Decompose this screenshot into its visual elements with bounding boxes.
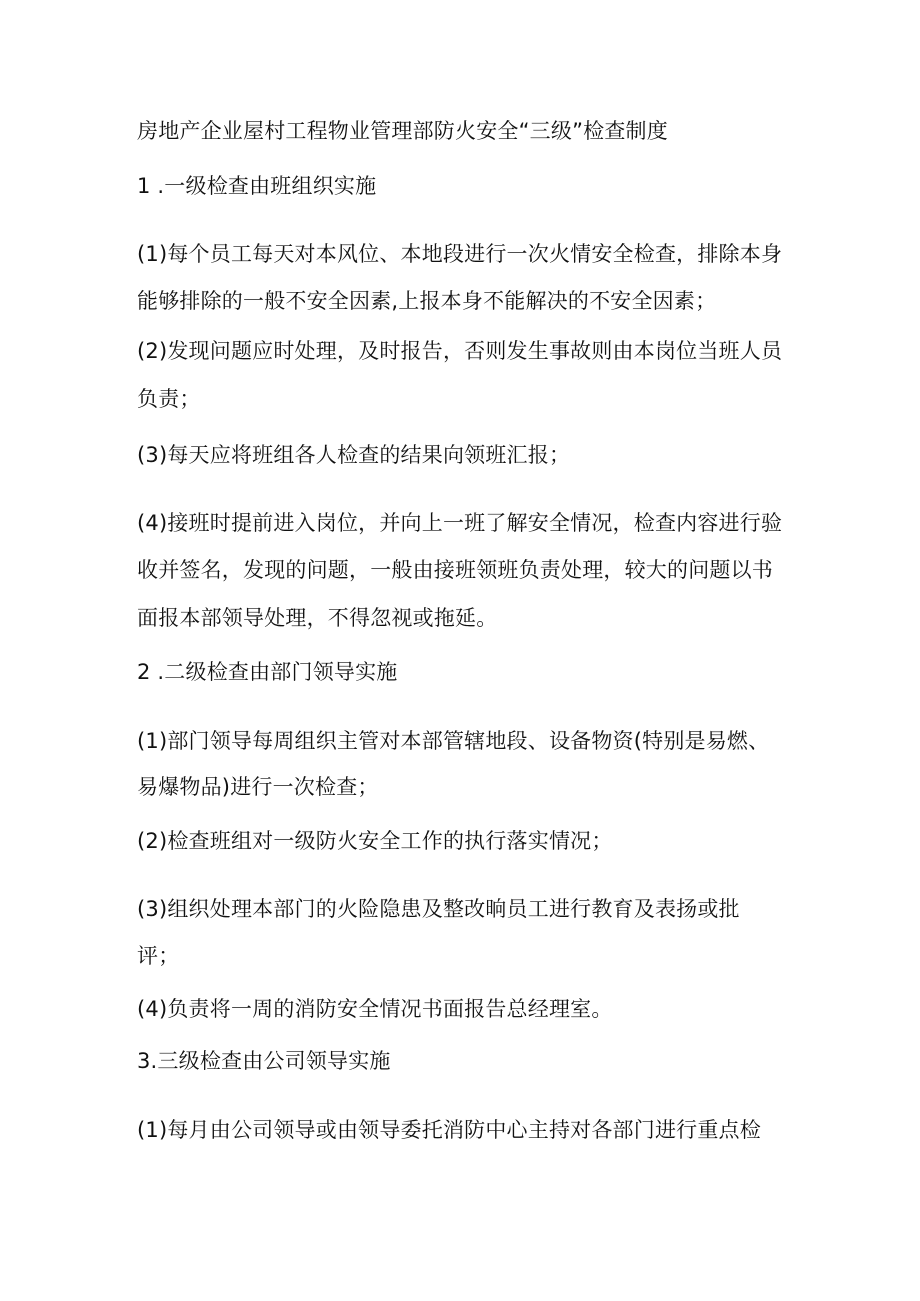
paragraph-line: (1)每月由公司领导或由领导委托消防中心主持对各部门进行重点检 — [137, 1118, 761, 1142]
section-heading-level-2: 2 .二级检查由部门领导实施 — [137, 660, 398, 684]
paragraph-line: (3)每天应将班组各人检查的结果向领班汇报； — [137, 443, 571, 467]
paragraph-line: (2)检查班组对一级防火安全工作的执行落实情况； — [137, 829, 613, 853]
paragraph-line: (1)部门领导每周组织主管对本部管辖地段、设备物资(特别是易燃、 — [137, 729, 770, 753]
paragraph-line: (3)组织处理本部门的火险隐患及整改晌员工进行教育及表扬或批 — [137, 897, 740, 921]
paragraph-line: (4)接班时提前进入岗位，并向上一班了解安全情况，检查内容进行验 — [137, 511, 783, 535]
paragraph-line: (4)负责将一周的消防安全情况书面报告总经理室。 — [137, 997, 613, 1021]
paragraph-line: 负责； — [137, 387, 201, 411]
document-title: 房地产企业屋村工程物业管理部防火安全“三级”检查制度 — [137, 119, 668, 143]
paragraph-line: 收并签名，发现的问题，一般由接班领班负责处理，较大的问题以书 — [137, 558, 773, 582]
paragraph-line: 易爆物品)进行一次检查； — [137, 775, 379, 799]
paragraph-line: (1)每个员工每天对本风位、本地段进行一次火情安全检查，排除本身 — [137, 242, 783, 266]
section-heading-level-3: 3.三级检查由公司领导实施 — [137, 1049, 391, 1073]
paragraph-line: 评； — [137, 944, 180, 968]
paragraph-line: 能够排除的一般不安全因素,上报本身不能解决的不安全因素； — [137, 289, 717, 313]
section-heading-level-1: 1 .一级检查由班组织实施 — [137, 174, 377, 198]
paragraph-line: 面报本部领导处理，不得忽视或拖延。 — [137, 606, 498, 630]
paragraph-line: (2)发现问题应时处理，及时报告，否则发生事故则由本岗位当班人员 — [137, 339, 783, 363]
